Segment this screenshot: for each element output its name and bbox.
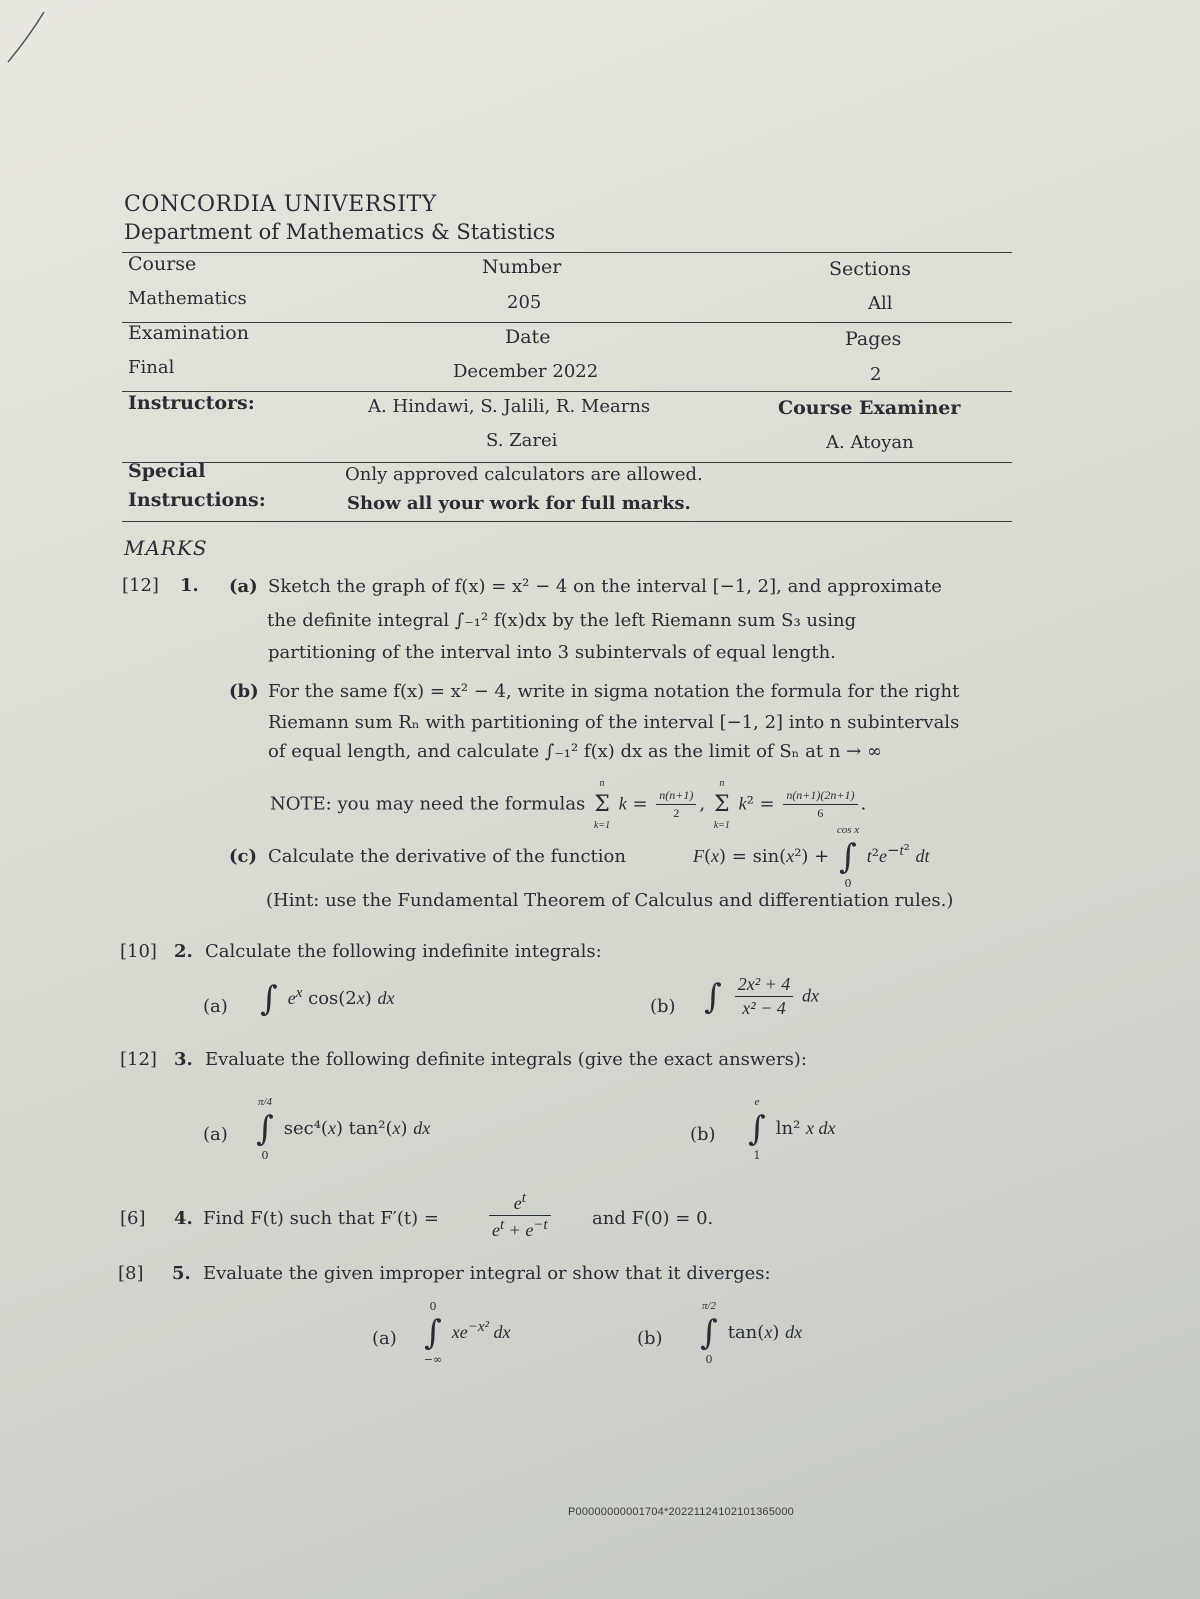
q1b-line-2: Riemann sum Rₙ with partitioning of the interval [−1, 2] into n subintervals <box>268 712 960 733</box>
date-label: Date <box>505 326 551 348</box>
sections-value: All <box>868 293 893 314</box>
sigma-k2-formula: n Σ k=1 <box>713 778 730 831</box>
q1-note-text: NOTE: you may need the formulas <box>270 793 586 815</box>
q2-number: 2. <box>174 941 193 962</box>
q2a-label: (a) <box>203 996 228 1017</box>
q4-fraction: $\frac{e^t}{e^t + e^{-t}}$ <box>486 1190 554 1241</box>
barcode-text: P00000000001704*20221124102101365000 <box>568 1506 795 1518</box>
q3a-label: (a) <box>203 1124 228 1145</box>
examination-value: Final <box>128 357 175 378</box>
integral-sign-icon: ∫ <box>704 976 722 1017</box>
sum-k-fraction: $\frac{n(n+1)}{2}$ <box>656 788 696 821</box>
sigma-k-formula: n Σ k=1 <box>593 778 611 831</box>
integral-sign-icon: π/4 ∫ 0 <box>256 1096 274 1162</box>
integral-sign-icon: e ∫ 1 <box>748 1096 766 1162</box>
q5a-integral: 0 ∫ −∞ $xe^{-x^2}$ dx <box>420 1316 511 1350</box>
q1b-line-1: For the same f(x) = x² − 4, write in sigma notation the formula for the right <box>268 681 960 702</box>
q4-marks: [6] <box>120 1208 146 1229</box>
q3a-integral: π/4 ∫ 0 sec⁴(x) tan²(x) dx <box>252 1112 430 1146</box>
q3-number: 3. <box>174 1049 193 1070</box>
q2b-fraction: $\frac{\text{2x² + 4}}{\text{x² − 4}}$ <box>735 974 794 1019</box>
course-examiner-label: Course Examiner <box>778 397 961 419</box>
integral-sign-icon: π/2 ∫ 0 <box>700 1300 718 1366</box>
q5a-label: (a) <box>372 1328 397 1349</box>
table-rule-top <box>122 252 1012 253</box>
special-instruction-1: Only approved calculators are allowed. <box>345 464 703 485</box>
q2-text: Calculate the following indefinite integrals: <box>205 941 602 962</box>
q2b-integral: ∫ $\frac{\text{2x² + 4}}{\text{x² − 4}}$ dx <box>700 974 819 1019</box>
q3-text: Evaluate the following definite integrals (give the exact answers): <box>205 1049 807 1070</box>
q1c-line-1: Calculate the derivative of the function <box>268 846 626 867</box>
q1-marks: [12] <box>122 575 159 596</box>
q4-tail: and F(0) = 0. <box>592 1208 714 1229</box>
q1a-line-1: Sketch the graph of f(x) = x² − 4 on the interval [−1, 2], and approximate <box>268 576 942 597</box>
q3b-label: (b) <box>690 1124 716 1145</box>
integral-sign-icon: cos x ∫ 0 <box>836 824 860 890</box>
pen-mark-icon <box>0 0 60 70</box>
q4-number: 4. <box>174 1208 193 1229</box>
number-value: 205 <box>507 292 542 313</box>
q1b-label: (b) <box>229 681 259 702</box>
q1a-line-2: the definite integral ∫₋₁² f(x)dx by the left Riemann sum S₃ using <box>267 610 857 631</box>
q5b-label: (b) <box>637 1328 663 1349</box>
q3b-integral: e ∫ 1 ln² x dx <box>744 1112 836 1146</box>
q2-marks: [10] <box>120 941 157 962</box>
q1-number: 1. <box>180 575 199 596</box>
q5-number: 5. <box>172 1263 191 1284</box>
q1c-label: (c) <box>229 846 257 867</box>
date-value: December 2022 <box>453 361 599 382</box>
q1c-hint: (Hint: use the Fundamental Theorem of Calculus and differentiation rules.) <box>266 890 954 911</box>
marks-heading: MARKS <box>124 536 208 560</box>
q2b-label: (b) <box>650 996 676 1017</box>
table-rule-2 <box>122 391 1012 392</box>
q5-marks: [8] <box>118 1263 144 1284</box>
sections-label: Sections <box>829 258 912 280</box>
q1a-line-3: partitioning of the interval into 3 subintervals of equal length. <box>268 642 836 663</box>
integral-sign-icon: 0 ∫ −∞ <box>423 1300 443 1366</box>
table-rule-1 <box>122 322 1012 323</box>
pages-value: 2 <box>870 364 882 385</box>
examination-label: Examination <box>128 322 249 344</box>
integral-sign-icon: ∫ <box>260 979 278 1019</box>
q1b-line-3: of equal length, and calculate ∫₋₁² f(x) dx as the limit of Sₙ at n → ∞ <box>268 741 882 762</box>
q4-text: Find F(t) such that F′(t) = <box>203 1208 439 1229</box>
instructors-line-2: S. Zarei <box>486 430 558 451</box>
q5-text: Evaluate the given improper integral or show that it diverges: <box>203 1263 771 1284</box>
number-label: Number <box>482 256 562 278</box>
special-label-line-1: Special <box>128 460 206 482</box>
sum-k2-fraction: $\frac{n(n+1)(2n+1)}{6}$ <box>783 788 857 821</box>
special-instruction-2: Show all your work for full marks. <box>347 493 691 514</box>
q1-note: NOTE: you may need the formulas n Σ k=1 k = $\frac{n(n+1)}{2}$ , n Σ k=1 k² = $\frac{n(n+1)(2n+1)}{6}$ . <box>270 778 867 831</box>
table-rule-bottom <box>122 521 1012 522</box>
university-name: CONCORDIA UNIVERSITY <box>124 192 437 217</box>
q3-marks: [12] <box>120 1049 157 1070</box>
pages-label: Pages <box>845 328 902 350</box>
instructors-label: Instructors: <box>128 392 255 414</box>
course-label: Course <box>128 253 197 275</box>
table-rule-3 <box>122 462 1012 463</box>
q1a-label: (a) <box>229 576 258 597</box>
q5b-integral: π/2 ∫ 0 tan(x) dx <box>696 1316 802 1350</box>
department-name: Department of Mathematics & Statistics <box>124 220 556 244</box>
q2a-integral: ∫ $e^x$ cos(2x) dx <box>256 982 395 1016</box>
q1c-function: F(x) = sin(x²) + cos x ∫ 0 $t^2e^{-t^2}$ dt <box>693 824 930 890</box>
course-value: Mathematics <box>128 288 247 309</box>
special-label-line-2: Instructions: <box>128 489 266 511</box>
course-examiner-value: A. Atoyan <box>826 432 914 453</box>
instructors-line-1: A. Hindawi, S. Jalili, R. Mearns <box>368 396 651 417</box>
